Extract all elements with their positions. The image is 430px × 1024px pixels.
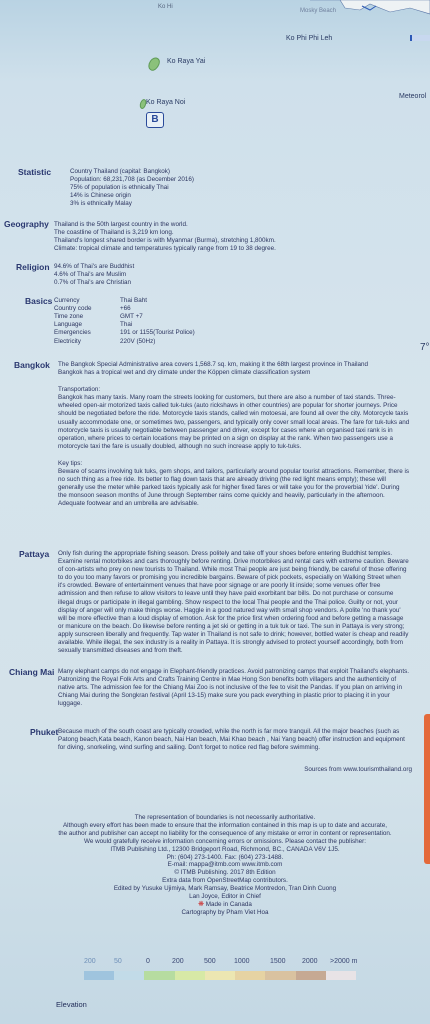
basics-value: Thai Baht [120,297,147,304]
legend-tick: 1500 [270,958,286,965]
bangkok-body [58,361,410,509]
phuket-label: Phuket [30,727,59,737]
chiangmai-text: Many elephant camps do not engage in Elephant-friendly practices. Avoid patronizing camps that exploit Thailand's elephants. Patronizing the Royal Folk Arts and Crafts Training Centre in Mae Hong Son benefits both villagers and the authenticity of native arts. The admission fee for the Chiang Mai Zoo is not inclusive of the fee to visit the Pandas. If you plan on arriving in Chiang Mai during the Songkran festival (April 13-15) make sure you pack everything in plastic prior to placing it in your luggage. [58,668,410,708]
phuket-text: Because much of the south coast are typically crowded, while the north is far more tranquil. All the major beaches (such as Patong beach,Kata beach, Kanon beach, Nai Han beach, Mai Khao beach , Nai Yang beach) offer instruction and equipment for diving, snorkeling, wind surfing and sailing. Don't forget to notice red flag before swimming. [58,728,405,752]
statistic-line: 3% is ethnically Malay [70,200,132,208]
pattaya-text: Only fish during the appropriate fishing season. Dress politely and take off your shoes before entering Buddhist temples. Examine rental motorbikes and cars thoroughly before renting. Drive motorbikes and rental cars with extreme caution. Beware of con-artists who prey on new tourists to Thailand. While most Thai people are just being friendly, be careful of those offering to do you too many favors or promising you incredible bargains. Beware of pick pockets, especially on Walking Street when it's crowded. Beware of entertainment venues that have poor signage or are poorly lit inside; some venues offer free admission and then refuse to allow visitors to leave until they have paid exorbitant bar bills. Do not purchase or consume illegal drugs or participate in illegal gambling. Show respect to the local Thai people and the Thai police. Guilty or not, your display of anger will only make things worse. Haggle in a good natured way with small shop vendors. A polite 'no thank you' will be more effective than a loud display of emotion. Ask for the price first when ordering food and before getting a massage or manicure on the beach. Do likewise before renting a jet ski or getting in a tuk tuk or taxi. The sun in Pattaya is very strong; apply sunscreen liberally and frequently. Tap water in Thailand is not safe to drink; however, bottled water is cheap and readily available. While illegal, the sex industry is a reality in Pattaya. It is strongly advised to protect yourself accordingly, both from sexually transmitted diseases and from theft. [58,550,409,655]
place-mosky: Mosky Beach [300,8,337,14]
pattaya-label: Pattaya [19,549,50,559]
basics-value: +66 [120,305,131,313]
elevation-color-swatch [144,971,174,980]
map-marker-b: B [146,112,164,128]
statistic-body [70,168,194,208]
elevation-title: Elevation [56,1000,87,1009]
basics-value: Thai [120,321,133,329]
bangkok-label: Bangkok [14,360,50,370]
basics-label: Basics [25,296,53,306]
bangkok-intro-line: Bangkok has a tropical wet and dry climate under the Köppen climate classification system [58,369,311,377]
basics-value: 191 or 1155(Tourist Police) [120,329,195,337]
chiangmai-body [58,668,410,708]
disclaimer-line: Edited by Yusuke Ujimiya, Mark Ramsay, Beatrice Montredon, Tran Dinh Cuong [113,885,337,893]
elevation-color-swatch [84,971,114,980]
legend-tick: 500 [204,958,216,965]
basics-key: Language [54,321,83,329]
basics-value: GMT +7 [120,313,143,321]
transport-title: Transportation: [58,386,101,394]
maple-leaf-icon: ❋ [198,900,204,908]
legend-tick: 200 [84,958,96,965]
latitude-label: 7° [420,342,430,353]
place-ko-hi: Ko Hi [158,4,173,10]
legend-tick: 1000 [234,958,250,965]
elevation-color-swatch [235,971,265,980]
disclaimer-line: Lan Joyce, Editor in Chief [189,893,261,901]
elevation-color-swatch [296,971,326,980]
basics-key: Electricity [54,337,81,345]
geography-line: The coastline of Thailand is 3,219 km long. [54,229,174,237]
disclaimer-line: The representation of boundaries is not necessarily authoritative. [134,814,316,821]
legend-tick: 2000 [302,958,318,965]
religion-line: 4.6% of Thai's are Muslim [54,271,127,279]
statistic-label: Statistic [18,167,52,177]
geography-line: Thailand's longest shared border is with Myanmar (Burma), stretching 1,800km. [54,237,276,245]
disclaimer-line: Ph: (604) 273-1400. Fax: (604) 273-1488. [166,853,284,861]
map-inset [0,0,430,150]
cartography-credit: Cartography by Pham Viet Hoa [181,908,269,916]
disclaimer-line: the author and publisher can accept no liability for the consequence of any mistake or error in content or representation. [58,829,392,837]
disclaimer-line: ITMB Publishing Ltd., 12300 Bridgeport Road, Richmond, BC., CANADA V6V 1J5. [110,845,340,853]
religion-body [54,263,134,287]
disclaimer-line: We would gratefully receive information concerning errors or omissions. Please contact the publisher: [84,837,366,845]
geography-line: Thailand is the 50th largest country in the world. [54,221,188,228]
place-ko-raya-noi: Ko Raya Noi [146,99,186,106]
geography-line: Climate: tropical climate and temperatures typically range from 19 to 38 degree. [54,245,276,253]
source-credit: Sources from www.tourismthailand.org [304,766,412,773]
elevation-color-swatch [326,971,356,980]
geography-body [54,221,276,253]
disclaimer-line: Extra data from OpenStreetMap contributors. [162,877,288,885]
basics-key: Emergencies [54,329,91,337]
legend-tick: 200 [172,958,184,965]
pattaya-body [58,550,410,655]
disclaimer-line: © ITMB Publishing. 2017 8th Edition [174,869,276,877]
tips-text: Beware of scams involving tuk tuks, gem shops, and tailors, particularly around popular tourist attractions. Remember, there is no such thing as a free ride. Its better to flag down taxis that are already driving (the red light means empty); these will generally use the meter while parked taxis typically ask for higher fixed fares or will take you for the proverbial 'ride'. During the monsoon season months of June through September rains come quickly and heavily, particularly in the afternoon. Adequate footwear and an umbrella are advisable. [58,468,410,508]
elevation-color-swatch [205,971,235,980]
place-ko-phi-phi-leh: Ko Phi Phi Leh [286,35,333,42]
map-edge-strip [424,714,430,864]
basics-key: Time zone [54,313,84,321]
chiangmai-label: Chiang Mai [9,667,55,677]
religion-line: 94.6% of Thai's are Buddhist [54,263,135,270]
religion-line: 0.7% of Thai's are Christian [54,279,132,287]
place-ko-raya-yai: Ko Raya Yai [167,58,206,65]
basics-key: Country code [54,305,92,313]
statistic-line: 75% of population is ethnically Thai [70,184,169,192]
made-in-line [40,901,410,909]
elevation-color-swatch [175,971,205,980]
geography-label: Geography [4,219,49,229]
basics-value: 220V (50Hz) [120,337,156,345]
transport-text: Bangkok has many taxis. Many roam the streets looking for customers, but there are also a number of taxi stands. Three-wheeled open-air motorized taxis called tuk-tuks (auto rickshaws in other countries) are popular for shorter journeys. Price should be negotiated before the ride. Motorcycle taxis stands, called win motoesai, are found all over the city. Motorcycle taxis usually accommodate one, or sometimes two, passengers, and typically only cover small local areas. The fare for tuk-tuks and motorcycle taxis is usually negotiable between passenger and driver, except for cases where an organised taxi rank is in operation, where prices to certain locations may be printed on a sign on display at the rank. When two passengers use a motorcycle taxi the fare is usually doubled, although no such increase apply to tuk-tuks. [58,394,410,450]
legend-tick: 0 [146,958,150,965]
disclaimer-block [40,814,410,917]
basics-table [54,297,254,351]
basics-key: Currency [54,297,80,304]
coastline-shape [300,0,430,30]
bangkok-intro-line: The Bangkok Special Administrative area covers 1,568.7 sq. km, making it the 68th largest province in Thailand [58,361,368,368]
legend-tick: >2000 m [330,958,358,965]
statistic-line: Population: 68,231,708 (as December 2016) [70,176,194,184]
island-ko-raya-yai [146,55,162,72]
elevation-color-swatch [265,971,295,980]
tips-title: Key tips: [58,459,83,467]
religion-label: Religion [16,262,50,272]
statistic-line: Country Thailand (capital: Bangkok) [70,168,170,175]
disclaimer-line: E-mail: mappa@itmb.com www.itmb.com [167,861,283,869]
elevation-color-ramp [84,971,356,980]
made-in-canada: Made in Canada [205,900,252,908]
road-segment [410,35,430,41]
phuket-body [58,728,410,752]
place-meteorological: Meteorol [399,93,427,100]
elevation-color-swatch [114,971,144,980]
legend-tick: 50 [114,958,122,965]
disclaimer-line: Although every effort has been made to ensure that the information contained in this map is up to date and accurate, [62,821,388,829]
statistic-line: 14% is Chinese origin [70,192,131,200]
